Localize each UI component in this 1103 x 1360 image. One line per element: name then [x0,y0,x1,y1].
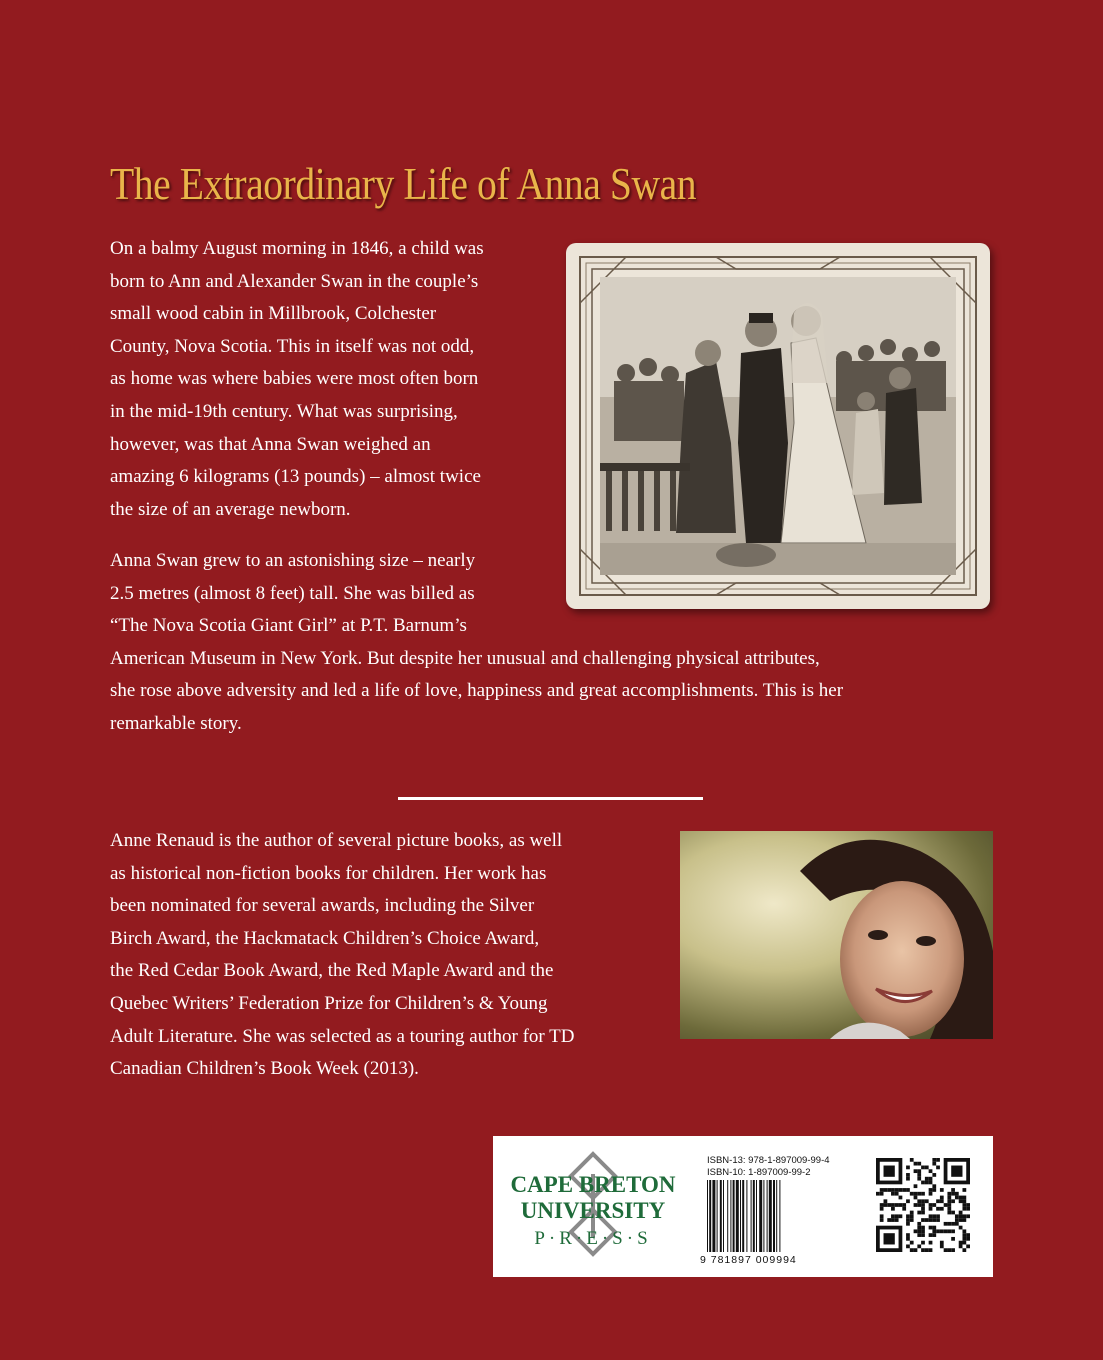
qr-module [906,1166,910,1170]
publisher-logo [503,1150,683,1262]
qr-module [932,1214,936,1218]
qr-module [940,1207,944,1211]
qr-module [925,1218,929,1222]
qr-module [910,1158,914,1162]
qr-module [932,1226,936,1230]
qr-module [966,1244,970,1248]
qr-module [951,1166,962,1177]
qr-module [955,1214,959,1218]
text-line: Canadian Children’s Book Week (2013). [110,1058,419,1080]
qr-module [884,1188,888,1192]
qr-module [925,1199,929,1203]
qr-module [906,1222,910,1226]
qr-module [917,1162,921,1166]
qr-module [902,1207,906,1211]
qr-module [947,1211,951,1215]
text-line: remarkable story. [110,712,242,734]
qr-module [940,1241,944,1245]
qr-module [917,1244,921,1248]
qr-module [891,1192,895,1196]
qr-module [921,1166,925,1170]
qr-module [947,1192,951,1196]
qr-module [959,1244,963,1248]
qr-module [959,1241,963,1245]
text-line: she rose above adversity and led a life of love, happiness and great accomplishments. This is her [110,680,844,702]
qr-module [947,1229,951,1233]
qr-module [959,1214,963,1218]
qr-module [962,1199,966,1203]
qr-module [895,1203,899,1207]
qr-module [929,1248,933,1252]
qr-module [887,1203,891,1207]
qr-module [910,1214,914,1218]
qr-module [962,1237,966,1241]
qr-module [932,1188,936,1192]
qr-module [921,1207,925,1211]
barcode-bar [767,1180,768,1252]
qr-module [947,1207,951,1211]
text-line: in the mid-19th century. What was surprising, [110,400,458,422]
author-photo [680,831,993,1039]
qr-module [925,1177,929,1181]
qr-module [880,1214,884,1218]
qr-module [962,1233,966,1237]
qr-module [929,1177,933,1181]
qr-module [906,1188,910,1192]
isbn-10: ISBN-10: 1-897009-99-2 [707,1167,811,1178]
barcode-bar [776,1180,777,1252]
qr-module [917,1173,921,1177]
text-line: Anna Swan grew to an astonishing size – nearly [110,550,476,571]
qr-module [921,1192,925,1196]
qr-module [880,1192,884,1196]
qr-module [940,1244,944,1248]
text-line: American Museum in New York. But despite her unusual and challenging physical attributes, [110,647,820,669]
qr-module [951,1248,955,1252]
qr-module [887,1188,891,1192]
qr-module [925,1248,929,1252]
qr-module [955,1192,959,1196]
qr-module [959,1199,963,1203]
qr-module [936,1218,940,1222]
qr-module [899,1203,903,1207]
barcode-bar [712,1180,715,1252]
qr-module [917,1169,921,1173]
text-line: as home was where babies were most often born [110,368,479,390]
book-title: The Extraordinary Life of Anna Swan [110,159,697,209]
qr-code [876,1158,970,1252]
barcode-bar [759,1180,762,1252]
qr-module [951,1188,955,1192]
text-line: the size of an average newborn. [110,498,351,520]
qr-module [921,1248,925,1252]
qr-module [962,1203,966,1207]
qr-module [917,1192,921,1196]
text-line: been nominated for several awards, including the Silver [110,895,535,917]
qr-module [944,1229,948,1233]
qr-module [906,1233,910,1237]
story-paragraph [110,545,970,741]
qr-module [929,1188,933,1192]
qr-module [959,1226,963,1230]
qr-module [929,1192,933,1196]
qr-module [929,1169,933,1173]
qr-module [929,1218,933,1222]
qr-module [951,1199,955,1203]
qr-module [966,1237,970,1241]
qr-module [929,1233,933,1237]
qr-module [955,1196,959,1200]
qr-module [966,1203,970,1207]
qr-module [884,1199,888,1203]
qr-module [921,1226,925,1230]
qr-module [932,1173,936,1177]
text-line: amazing 6 kilograms (13 pounds) – almost twice [110,466,481,488]
qr-module [902,1203,906,1207]
qr-module [917,1199,921,1203]
section-divider [398,797,703,800]
qr-module [906,1244,910,1248]
publisher-name-line3: P·R·E·S·S [534,1228,652,1249]
qr-module [891,1188,895,1192]
qr-module [932,1203,936,1207]
qr-module [940,1229,944,1233]
qr-module [917,1177,921,1181]
qr-module [962,1218,966,1222]
qr-module [932,1233,936,1237]
qr-module [899,1196,903,1200]
qr-module [917,1229,921,1233]
qr-module [917,1203,921,1207]
qr-module [899,1188,903,1192]
barcode-bar [723,1180,724,1252]
qr-module [962,1196,966,1200]
qr-module [891,1207,895,1211]
qr-module [891,1214,895,1218]
text-line: born to Ann and Alexander Swan in the couple’s [110,270,479,292]
qr-module [902,1188,906,1192]
qr-module [921,1211,925,1215]
qr-module [944,1222,948,1226]
barcode-bar [756,1180,757,1252]
qr-module [891,1203,895,1207]
qr-module [932,1229,936,1233]
text-line: 2.5 metres (almost 8 feet) tall. She was billed as [110,582,475,604]
barcode-bar [753,1180,755,1252]
barcode-bar [769,1180,772,1252]
qr-module [929,1181,933,1185]
text-line: Birch Award, the Hackmatack Children’s Choice Award, [110,927,540,949]
qr-module [951,1222,955,1226]
qr-module [914,1184,918,1188]
qr-module [899,1214,903,1218]
barcode-bar [740,1180,741,1252]
publisher-name-line2: UNIVERSITY [520,1198,666,1223]
text-line: Adult Literature. She was selected as a touring author for TD [110,1025,575,1047]
qr-module [962,1188,966,1192]
qr-module [929,1226,933,1230]
qr-module [910,1218,914,1222]
qr-module [947,1222,951,1226]
qr-module [925,1166,929,1170]
qr-module [936,1229,940,1233]
qr-module [951,1237,955,1241]
qr-module [951,1229,955,1233]
qr-module [917,1233,921,1237]
barcode-bar [727,1180,728,1252]
barcode-bar [763,1180,764,1252]
barcode [707,1180,813,1252]
qr-module [910,1248,914,1252]
qr-module [921,1199,925,1203]
barcode-bar [717,1180,718,1252]
qr-module [962,1241,966,1245]
qr-module [887,1218,891,1222]
qr-module [914,1248,918,1252]
qr-module [955,1222,959,1226]
qr-module [959,1218,963,1222]
barcode-panel [493,1136,993,1277]
qr-module [932,1218,936,1222]
text-line: small wood cabin in Millbrook, Colchester [110,303,437,325]
qr-module [962,1214,966,1218]
qr-module [936,1158,940,1162]
qr-module [910,1211,914,1215]
qr-module [906,1218,910,1222]
qr-module [906,1199,910,1203]
text-line: Quebec Writers’ Federation Prize for Children’s & Young [110,992,548,1014]
qr-module [929,1241,933,1245]
qr-module [921,1181,925,1185]
qr-module [917,1226,921,1230]
qr-module [936,1214,940,1218]
barcode-bar [720,1180,722,1252]
text-line: Anne Renaud is the author of several picture books, as well [110,830,563,851]
qr-module [929,1214,933,1218]
qr-module [921,1218,925,1222]
author-bio-paragraph [110,825,650,1086]
intro-paragraph [110,233,555,526]
qr-module [966,1214,970,1218]
qr-module [880,1218,884,1222]
qr-module [906,1177,910,1181]
qr-module [921,1203,925,1207]
qr-module [940,1199,944,1203]
qr-module [880,1188,884,1192]
barcode-number: 9 781897 009994 [700,1254,797,1266]
barcode-bar [707,1180,708,1252]
text-line: County, Nova Scotia. This in itself was not odd, [110,335,475,357]
qr-module [921,1233,925,1237]
qr-module [947,1203,951,1207]
qr-module [944,1248,948,1252]
text-line: the Red Cedar Book Award, the Red Maple Award and the [110,960,554,982]
barcode-bar [779,1180,780,1252]
qr-module [880,1203,884,1207]
qr-module [940,1188,944,1192]
qr-module [906,1214,910,1218]
qr-module [936,1199,940,1203]
qr-module [951,1211,955,1215]
text-line: “The Nova Scotia Giant Girl” at P.T. Barnum’s [110,615,467,637]
qr-module [932,1158,936,1162]
qr-module [914,1229,918,1233]
qr-module [955,1218,959,1222]
barcode-bar [733,1180,735,1252]
barcode-bar [709,1180,711,1252]
qr-module [884,1203,888,1207]
qr-module [910,1241,914,1245]
qr-module [962,1229,966,1233]
qr-module [929,1203,933,1207]
qr-module [944,1203,948,1207]
barcode-bar [736,1180,739,1252]
qr-module [940,1196,944,1200]
qr-module [959,1211,963,1215]
qr-module [947,1248,951,1252]
qr-module [962,1207,966,1211]
barcode-bar [730,1180,731,1252]
qr-module [895,1218,899,1222]
qr-module [906,1237,910,1241]
qr-module [910,1192,914,1196]
qr-module [929,1207,933,1211]
publisher-name-line1: CAPE BRETON [510,1172,676,1197]
qr-module [966,1207,970,1211]
qr-module [914,1162,918,1166]
qr-module [921,1241,925,1245]
qr-module [914,1192,918,1196]
qr-module [962,1248,966,1252]
qr-module [921,1229,925,1233]
qr-module [936,1207,940,1211]
isbn-13: ISBN-13: 978-1-897009-99-4 [707,1155,830,1166]
qr-module [932,1184,936,1188]
qr-module [917,1211,921,1215]
qr-module [947,1196,951,1200]
qr-module [914,1203,918,1207]
text-line: however, was that Anna Swan weighed an [110,433,431,455]
qr-module [932,1162,936,1166]
qr-module [951,1192,955,1196]
qr-module [966,1233,970,1237]
qr-module [895,1188,899,1192]
qr-module [895,1192,899,1196]
qr-module [917,1222,921,1226]
qr-module [947,1199,951,1203]
qr-module [959,1196,963,1200]
qr-module [914,1169,918,1173]
barcode-bar [751,1180,752,1252]
qr-module [895,1214,899,1218]
qr-module [884,1166,895,1177]
qr-module [906,1173,910,1177]
qr-module [925,1181,929,1185]
qr-module [936,1166,940,1170]
text-line: On a balmy August morning in 1846, a child was [110,238,484,259]
text-line: as historical non-fiction books for children. Her work has [110,862,547,884]
barcode-bar [746,1180,747,1252]
qr-module [891,1218,895,1222]
qr-module [876,1192,880,1196]
barcode-bar [773,1180,775,1252]
qr-module [880,1207,884,1211]
barcode-bar [742,1180,744,1252]
qr-module [884,1233,895,1244]
qr-module [914,1196,918,1200]
